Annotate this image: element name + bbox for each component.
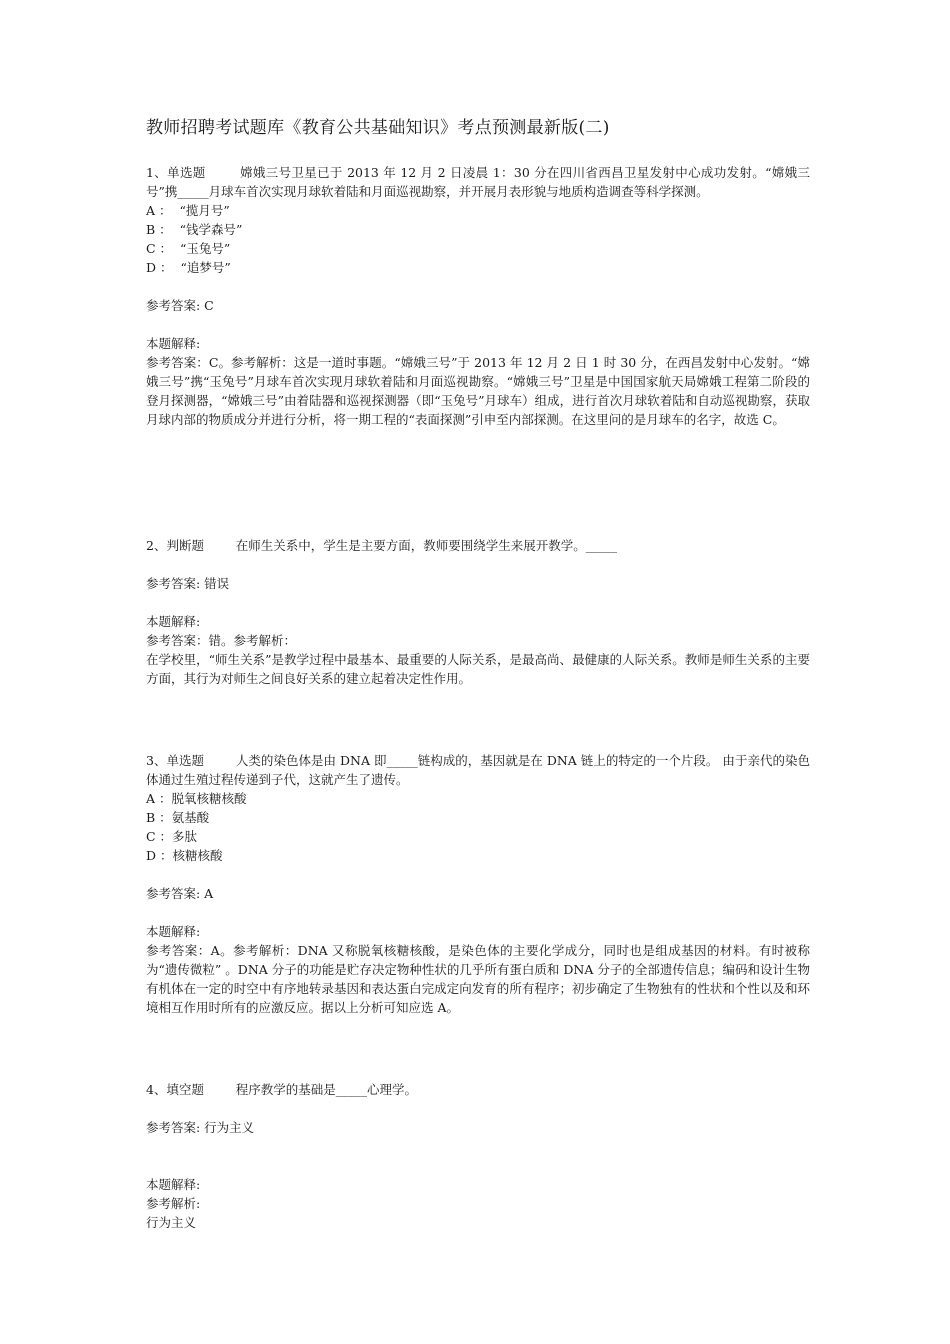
analysis-label: 本题解释: xyxy=(146,924,201,939)
question-stem xyxy=(146,163,810,201)
question-type: 2、判断题 xyxy=(146,538,204,553)
question-stem xyxy=(146,536,810,555)
answer: 参考答案: A xyxy=(146,886,214,901)
option-c: C ： “玉兔号” xyxy=(146,241,231,256)
option-a: A ： “揽月号” xyxy=(146,203,230,218)
question-1 xyxy=(146,163,810,429)
analysis-intro: 参考解析: xyxy=(146,1196,201,1211)
document-title: 教师招聘考试题库《教育公共基础知识》考点预测最新版(二) xyxy=(146,118,610,138)
question-stem xyxy=(146,1080,810,1099)
question-text: 嫦娥三号卫星已于 2013 年 12 月 2 日凌晨 1：30 分在四川省西昌卫星发射中心成功发射。“嫦娥三号”携_____月球车首次实现月球软着陆和月面巡视勘察，并开展月表形貌与地质构造调查等科学探测。 xyxy=(146,165,810,199)
analysis-text: 行为主义 xyxy=(146,1215,197,1230)
analysis-intro: 参考答案：错。参考解析： xyxy=(146,633,297,648)
answer: 参考答案: C xyxy=(146,298,214,313)
analysis-label: 本题解释: xyxy=(146,1177,201,1192)
option-d: D ： “追梦号” xyxy=(146,260,231,275)
question-text: 程序教学的基础是_____心理学。 xyxy=(235,1082,418,1097)
analysis-label: 本题解释: xyxy=(146,336,201,351)
question-text: 人类的染色体是由 DNA 即_____链构成的，基因就是在 DNA 链上的特定的一个片段。 由于亲代的染色体通过生殖过程传递到子代，这就产生了遗传。 xyxy=(146,753,810,787)
question-text: 在师生关系中，学生是主要方面，教师要围绕学生来展开教学。_____ xyxy=(235,538,618,553)
question-type: 4、填空题 xyxy=(146,1082,204,1097)
option-c: C ：多肽 xyxy=(146,829,198,844)
question-type: 1、单选题 xyxy=(146,165,206,180)
question-4 xyxy=(146,1080,810,1232)
option-b: B ： “钱学森号” xyxy=(146,222,243,237)
analysis-text: 参考答案：C。参考解析：这是一道时事题。“嫦娥三号”于 2013 年 12 月 2 日 1 时 30 分，在西昌发射中心发射。“嫦娥三号”携“玉兔号”月球车首次实现月球软着陆和月面巡视勘察。“嫦娥三号”卫星是中国国家航天局嫦娥工程第二阶段的登月探测器，“嫦娥三号”由着陆器和巡视探测器（即“玉兔号”月球车）组成，进行首次月球软着陆和自动巡视勘察，获取月球内部的物质成分并进行分析，将一期工程的“表面探测”引申至内部探测。在这里问的是月球车的名字，故选 C。 xyxy=(146,355,810,427)
option-a: A ：脱氧核糖核酸 xyxy=(146,791,247,806)
question-stem xyxy=(146,751,810,789)
question-2 xyxy=(146,536,810,688)
analysis-text: 在学校里，“师生关系”是教学过程中最基本、最重要的人际关系，是最高尚、最健康的人际关系。教师是师生关系的主要方面，其行为对师生之间良好关系的建立起着决定性作用。 xyxy=(146,652,810,686)
option-b: B ：氨基酸 xyxy=(146,810,210,825)
question-type: 3、单选题 xyxy=(146,753,205,768)
analysis-label: 本题解释: xyxy=(146,614,201,629)
answer: 参考答案: 错误 xyxy=(146,576,230,591)
question-3 xyxy=(146,751,810,1017)
analysis-text: 参考答案：A。参考解析：DNA 又称脱氧核糖核酸，是染色体的主要化学成分，同时也是组成基因的材料。有时被称为“遗传微粒” 。DNA 分子的功能是贮存决定物种性状的几乎所有蛋白质和 DNA 分子的全部遗传信息；编码和设计生物有机体在一定的时空中有序地转录基因和表达蛋白完成定向发育的所有程序；初步确定了生物独有的性状和个性以及和环境相互作用时所有的应激反应。据以上分析可知应选 A。 xyxy=(146,943,810,1015)
answer: 参考答案: 行为主义 xyxy=(146,1120,255,1135)
option-d: D ：核糖核酸 xyxy=(146,848,223,863)
